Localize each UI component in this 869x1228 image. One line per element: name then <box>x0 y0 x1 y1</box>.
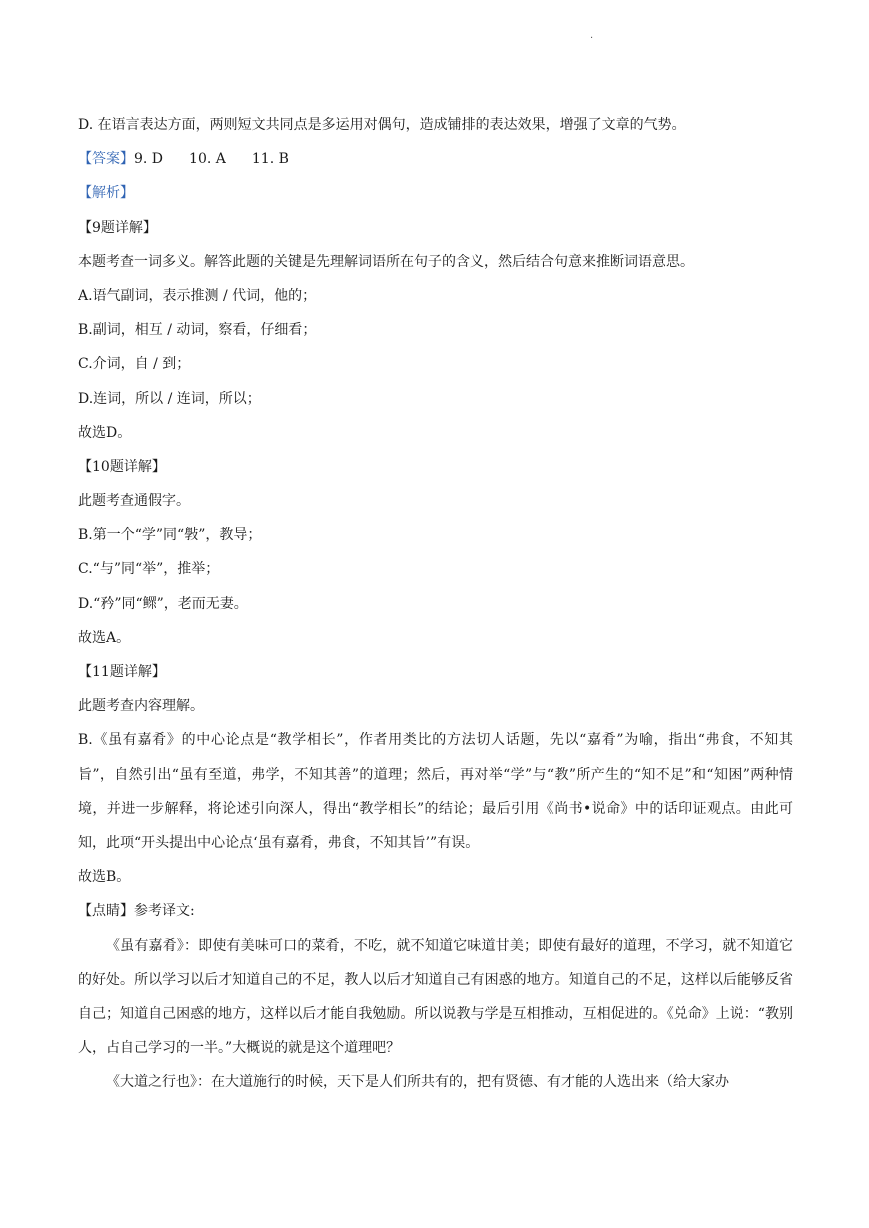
translation-paragraph-2: 《大道之行也》：在大道施行的时候，天下是人们所共有的，把有贤德、有才能的人选出来（给大家办 <box>106 1074 729 1091</box>
q10-line: B.第一个“学”同“斅”，教导； <box>78 527 262 544</box>
analysis-label: 【解析】 <box>78 185 134 202</box>
q10-line: 此题考查通假字。 <box>78 493 190 510</box>
q11-body: B.《虽有嘉肴》的中心论点是“教学相长”，作者用类比的方法切人话题，先以“嘉肴”为喻，指出“弗食，不知其旨”，自然引出“虽有至道，弗学，不知其善”的道理；然后，再对举“学”与“教”所产生的“知不足”和“知困”两种情境，并进一步解释，将论述引向深人，得出“教学相长”的结论；最后引用《尚书•说命》中的话印证观点。由此可知，此项“开头提出中心论点‘虽有嘉肴，弗食，不知其旨’”有误。 <box>78 732 793 851</box>
q11-heading: 【11题详解】 <box>78 664 166 680</box>
comment-title: 参考译文: <box>134 903 195 920</box>
q9-line: D.连词，所以 / 连词，所以； <box>78 390 261 407</box>
comment-line <box>78 894 793 928</box>
translation-paragraph-1: 《虽有嘉肴》：即使有美味可口的菜肴，不吃，就不知道它味道甘美；即使有最好的道理，不学习，就不知道它的好处。所以学习以后才知道自己的不足，教人以后才知道自己有困惑的地方。知道自己的不足，这样以后能够反省自己；知道自己困惑的地方，这样以后才能自我勉励。所以说教与学是互相推动，互相促进的。《兑命》上说：“教别人，占自己学习的一半。”大概说的就是这个道理吧？ <box>78 937 793 1057</box>
q11-conclusion: 故选B。 <box>78 869 131 886</box>
q9-line: 本题考查一词多义。解答此题的关键是先理解词语所在句子的含义，然后结合句意来推断词语意思。 <box>78 253 694 270</box>
answer-item: 10. A <box>189 151 226 168</box>
q10-conclusion: 故选A。 <box>78 629 131 646</box>
q10-line: D.“矜”同“鳏”，老而无妻。 <box>78 595 248 612</box>
answer-item: 9. D <box>134 151 164 168</box>
q11-intro: 此题考查内容理解。 <box>78 698 204 715</box>
q9-line: B.副词，相互 / 动词，察看，仔细看； <box>78 322 317 339</box>
q9-heading: 【9题详解】 <box>78 219 157 236</box>
answer-label: 【答案】 <box>78 151 134 168</box>
q9-line: A.语气副词，表示推测 / 代词，他的； <box>78 287 317 304</box>
header-mark: . <box>590 30 594 41</box>
option-d-line: D. 在语言表达方面，两则短文共同点是多运用对偶句，造成铺排的表达效果，增强了文章的气势。 <box>78 117 686 133</box>
document-body <box>78 108 793 1100</box>
q10-line: C.“与”同“举”，推举； <box>78 561 220 578</box>
answer-line <box>78 142 793 176</box>
answer-item: 11. B <box>251 151 289 168</box>
q9-line: C.介词，自 / 到； <box>78 356 191 373</box>
comment-label: 【点睛】 <box>78 903 134 920</box>
q10-heading: 【10题详解】 <box>78 458 166 475</box>
q9-conclusion: 故选D。 <box>78 424 132 441</box>
